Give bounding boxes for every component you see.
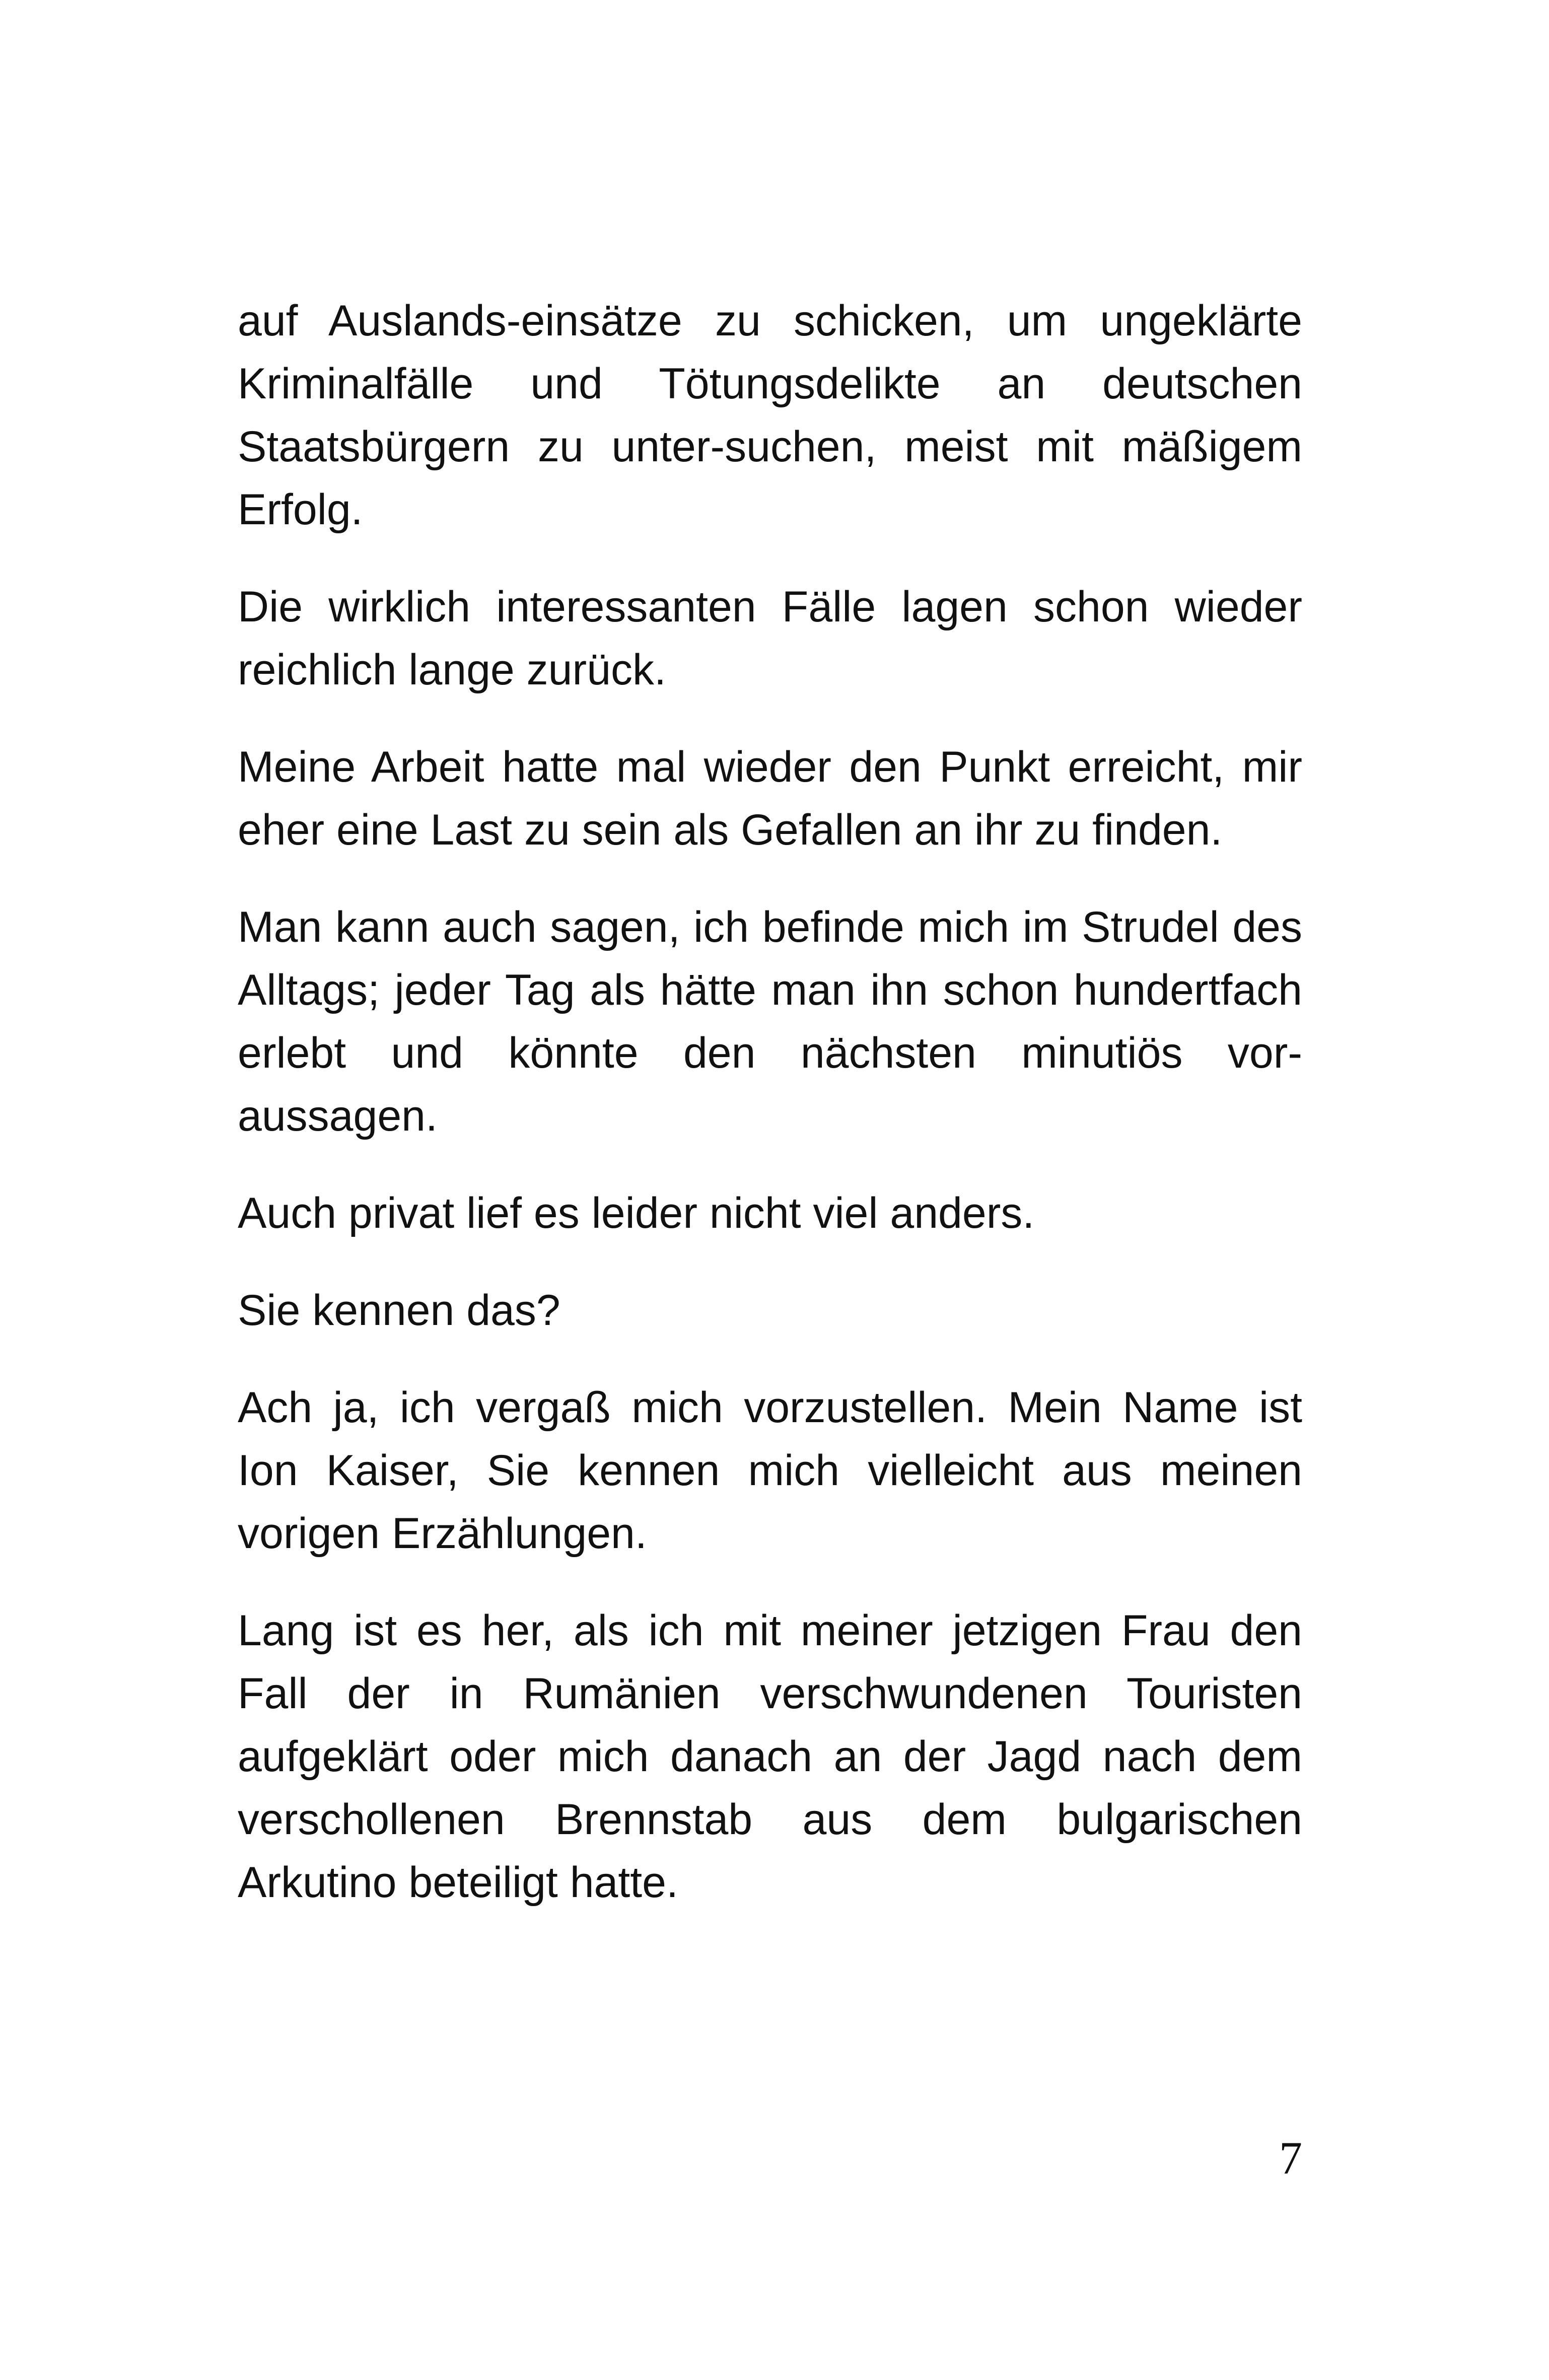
paragraph-2: Die wirklich interessanten Fälle lagen schon wieder reichlich lange zurück. xyxy=(238,583,1302,694)
paragraph-8: Lang ist es her, als ich mit meiner jetzigen Frau den Fall der in Rumänien verschwundenen Touristen aufgeklärt oder mich danach an der Jagd nach dem verschollenen Brennstab aus dem bulgarischen Arkutino beteiligt hatte. xyxy=(238,1606,1302,1907)
paragraph-5: Auch privat lief es leider nicht viel anders. xyxy=(238,1189,1035,1237)
paragraph-7: Ach ja, ich vergaß mich vorzustellen. Mein Name ist Ion Kaiser, Sie kennen mich vielleicht aus meinen vorigen Erzählungen. xyxy=(238,1383,1302,1558)
paragraph-1: auf Auslands-einsätze zu schicken, um ungeklärte Kriminalfälle und Tötungsdelikte an deutschen Staatsbürgern zu unter-suchen, meist mit mäßigem Erfolg. xyxy=(238,297,1302,534)
page-number: 7 xyxy=(1279,2132,1302,2184)
body-text xyxy=(238,290,1302,1948)
paragraph-3: Meine Arbeit hatte mal wieder den Punkt erreicht, mir eher eine Last zu sein als Gefallen an ihr zu finden. xyxy=(238,743,1302,854)
paragraph-6: Sie kennen das? xyxy=(238,1286,560,1335)
paragraph-4: Man kann auch sagen, ich befinde mich im Strudel des Alltags; jeder Tag als hätte man ihn schon hundertfach erlebt und könnte den nächsten minutiös vor-aussagen. xyxy=(238,903,1302,1140)
